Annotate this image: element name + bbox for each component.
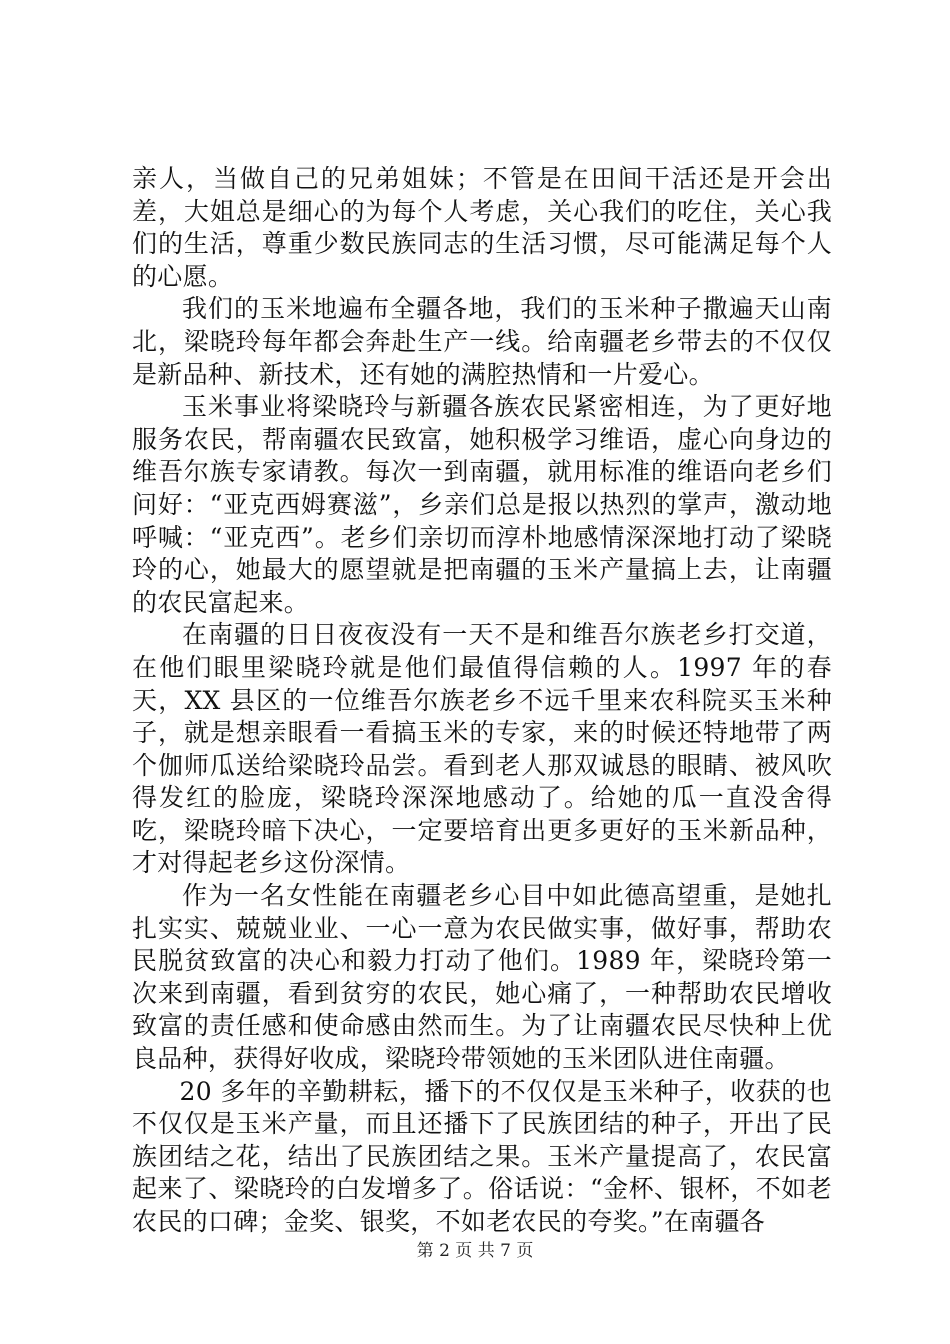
paragraph-6: 20 多年的辛勤耕耘，播下的不仅仅是玉米种子，收获的也不仅仅是玉米产量，而且还播下了民族团结的种子，开出了民族团结之花，结出了民族团结之果。玉米产量提高了，农民富起来了、梁晓玲的白发增多了。俗话说：“金杯、银杯，不如老农民的口碑；金奖、银奖，不如老农民的夸奖。”在南疆各 bbox=[132, 1076, 832, 1236]
paragraph-5: 作为一名女性能在南疆老乡心目中如此德高望重，是她扎扎实实、兢兢业业、一心一意为农民做实事，做好事，帮助农民脱贫致富的决心和毅力打动了他们。1989 年，梁晓玲第一次来到南疆，看到贫穷的农民，她心痛了，一种帮助农民增收致富的责任感和使命感由然而生。为了让南疆农民尽快种上优良品种，获得好收成，梁晓玲带领她的玉米团队进住南疆。 bbox=[132, 881, 832, 1074]
page-footer: 第 2 页 共 7 页 bbox=[416, 1241, 534, 1261]
paragraph-3: 玉米事业将梁晓玲与新疆各族农民紧密相连，为了更好地服务农民，帮南疆农民致富，她积极学习维语，虚心向身边的维吾尔族专家请教。每次一到南疆，就用标准的维语向老乡们问好：“亚克西姆赛滋”，乡亲们总是报以热烈的掌声，激动地呼喊：“亚克西”。老乡们亲切而淳朴地感情深深地打动了梁晓玲的心，她最大的愿望就是把南疆的玉米产量搞上去，让南疆的农民富起来。 bbox=[132, 392, 832, 617]
document-body bbox=[132, 163, 832, 1239]
paragraph-4: 在南疆的日日夜夜没有一天不是和维吾尔族老乡打交道，在他们眼里梁晓玲就是他们最值得信赖的人。1997 年的春天，XX 县区的一位维吾尔族老乡不远千里来农科院买玉米种子，就是想亲眼看一看搞玉米的专家，来的时候还特地带了两个伽师瓜送给梁晓玲品尝。看到老人那双诚恳的眼睛、被风吹得发红的脸庞，梁晓玲深深地感动了。给她的瓜一直没舍得吃，梁晓玲暗下决心，一定要培育出更多更好的玉米新品种，才对得起老乡这份深情。 bbox=[132, 620, 832, 878]
paragraph-1: 亲人，当做自己的兄弟姐妹；不管是在田间干活还是开会出差，大姐总是细心的为每个人考虑，关心我们的吃住，关心我们的生活，尊重少数民族同志的生活习惯，尽可能满足每个人的心愿。 bbox=[132, 164, 832, 291]
paragraph-2: 我们的玉米地遍布全疆各地，我们的玉米种子撒遍天山南北，梁晓玲每年都会奔赴生产一线。给南疆老乡带去的不仅仅是新品种、新技术，还有她的满腔热情和一片爱心。 bbox=[132, 294, 832, 389]
